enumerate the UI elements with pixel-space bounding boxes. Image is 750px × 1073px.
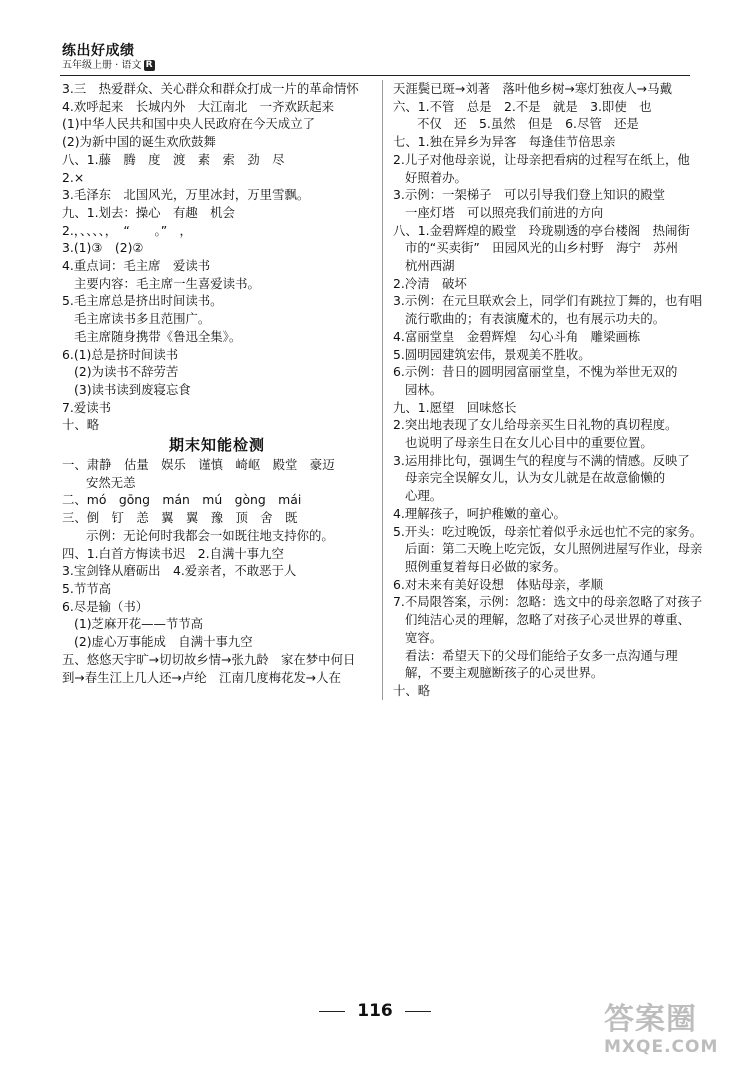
answer-line: 八、1.金碧辉煌的殿堂 玲珑剔透的亭台楼阁 热闹街 [393, 222, 690, 238]
grade-subject: 五年级上册 · 语文 [62, 60, 142, 71]
page-dash-left [319, 1011, 345, 1012]
answer-line: 三、倒 钉 恙 翼 翼 豫 顶 舍 既 [62, 510, 298, 526]
answer-line: 4.重点词：毛主席 爱读书 [62, 258, 211, 274]
answer-line: 2.儿子对他母亲说，让母亲把看病的过程写在纸上，他 [393, 151, 690, 167]
column-divider [382, 80, 383, 700]
answer-line: 6.(1)总是挤时间读书 [62, 346, 179, 362]
answer-line: 安然无恙 [86, 474, 136, 490]
answer-line: 2.× [62, 169, 85, 185]
answer-line: (1)芝麻开花——节节高 [74, 616, 204, 632]
page-dash-right [405, 1011, 431, 1012]
answer-line: 示例：无论何时我都会一如既往地支持你的。 [86, 527, 334, 543]
book-subtitle [62, 59, 155, 72]
answer-line: 7.不局限答案，示例：忽略：选文中的母亲忽略了对孩子 [393, 594, 703, 610]
answer-line: 天涯鬓已斑→刘著 落叶他乡树→寒灯独夜人→马戴 [393, 81, 672, 96]
answer-line: 4.欢呼起来 长城内外 大江南北 一齐欢跃起来 [62, 98, 335, 114]
answer-line: 六、1.不管 总是 2.不是 就是 3.即使 也 [393, 98, 652, 114]
answer-line: 心理。 [405, 488, 443, 504]
answer-line: 市的“买卖街” 田园风光的山乡村野 海宁 苏州 [405, 240, 679, 256]
edition-badge: R [144, 60, 155, 71]
answer-line: 6.尽是输（书） [62, 598, 149, 614]
answers-part-1 [62, 80, 372, 434]
answer-line: 不仅 还 5.虽然 但是 6.尽管 还是 [417, 116, 639, 132]
answer-line: 后面：第二天晚上吃完饭，女儿照例进屋写作业，母亲 [405, 541, 703, 557]
left-column [62, 80, 372, 686]
answer-line: 看法：希望天下的父母们能给子女多一点沟通与理 [405, 647, 678, 663]
right-column [393, 80, 703, 700]
answer-line: 2.突出地表现了女儿给母亲买生日礼物的真切程度。 [393, 417, 678, 433]
watermark-url: MXQE.COM [604, 1037, 719, 1057]
answer-line: 四、1.白首方悔读书迟 2.自满十事九空 [62, 545, 284, 561]
answer-line: 6.对未来有美好设想 体贴母亲，孝顺 [393, 576, 604, 592]
answer-line: 主要内容：毛主席一生喜爱读书。 [74, 275, 260, 291]
section-title: 期末知能检测 [168, 436, 265, 455]
answer-line: 八、1.藤 腾 度 渡 素 索 劲 尽 [62, 151, 285, 167]
answer-line: (1)中华人民共和国中央人民政府在今天成立了 [62, 116, 315, 132]
answer-line: 七、1.独在异乡为异客 每逢佳节倍思亲 [393, 134, 616, 150]
brand-title: 练出好成绩 [62, 43, 135, 59]
answer-line: 5.开头：吃过晚饭，母亲忙着似乎永远也忙不完的家务。 [393, 523, 703, 539]
answer-line: 九、1.愿望 回味悠长 [393, 399, 517, 415]
answer-line: 园林。 [405, 381, 443, 397]
answer-line: 好照着办。 [405, 169, 467, 185]
answer-line: (2)虚心万事能成 自满十事九空 [74, 634, 253, 650]
answer-line: 3.宝剑锋从磨砺出 4.爱亲者，不敢恶于人 [62, 563, 297, 579]
answer-line: 十、略 [393, 682, 431, 698]
answer-line: 照例重复着每日必做的家务。 [405, 558, 567, 574]
watermark-logo: 答案圈 [604, 1002, 697, 1037]
header-rule [60, 75, 690, 76]
answers-part-2 [62, 456, 372, 686]
site-watermark [604, 1003, 734, 1065]
answer-line: 到→春生江上几人还→卢纶 江南几度梅花发→人在 [62, 669, 341, 685]
page-number-text: 116 [357, 1001, 393, 1021]
answer-line: 3.运用排比句，强调生气的程度与不满的情感。反映了 [393, 452, 690, 468]
answer-line: (3)读书读到废寝忘食 [74, 381, 191, 397]
answer-line: 一座灯塔 可以照亮我们前进的方向 [405, 204, 604, 220]
answer-line: 4.富丽堂皇 金碧辉煌 勾心斗角 雕梁画栋 [393, 328, 641, 344]
answer-line: 十、略 [62, 417, 100, 433]
answer-line: 流行歌曲的；有表演魔术的，也有展示功夫的。 [405, 311, 666, 327]
answer-line: 解，不要主观臆断孩子的心灵世界。 [405, 665, 604, 681]
answer-line: 5.节节高 [62, 580, 111, 596]
answer-line: 二、mó gōng mán mú gòng mái [62, 492, 302, 508]
answer-line: 毛主席随身携带《鲁迅全集》。 [74, 328, 242, 344]
answer-line: (2)为读书不辞劳苦 [74, 364, 179, 380]
answer-line: 2.冷清 破坏 [393, 275, 467, 291]
answer-line: 们纯洁心灵的理解，忽略了对孩子心灵世界的尊重、 [405, 612, 690, 628]
answer-line: 宽容。 [405, 629, 443, 645]
answer-line: 3.示例：一架梯子 可以引导我们登上知识的殿堂 [393, 187, 666, 203]
answer-line: 3.示例：在元旦联欢会上，同学们有跳拉丁舞的，也有唱 [393, 293, 703, 309]
answer-line: 7.爱读书 [62, 399, 111, 415]
answer-line: 一、肃静 估量 娱乐 谨慎 崎岖 殿堂 豪迈 [62, 457, 335, 473]
answer-line: (2)为新中国的诞生欢欣鼓舞 [62, 134, 216, 150]
answer-line: 杭州西湖 [405, 258, 455, 274]
answer-line: 九、1.划去：操心 有趣 机会 [62, 204, 235, 220]
answer-line: 3.三 热爱群众、关心群众和群众打成一片的革命情怀 [62, 81, 359, 96]
answer-line: 6.示例：昔日的圆明园富丽堂皇，不愧为举世无双的 [393, 364, 678, 380]
answer-line: 3.(1)③ (2)② [62, 240, 144, 256]
answer-line: 五、悠悠天宇旷→切切故乡情→张九龄 家在梦中何日 [62, 651, 356, 667]
answer-line: 母亲完全误解女儿，认为女儿就是在故意偷懒的 [405, 470, 666, 486]
answer-line: 2.，、、、、， “ 。” ， [62, 222, 192, 238]
answer-line: 3.毛泽东 北国风光，万里冰封，万里雪飘。 [62, 187, 310, 203]
answer-line: 也说明了母亲生日在女儿心目中的重要位置。 [405, 435, 653, 451]
answer-line: 5.圆明园建筑宏伟，景观美不胜收。 [393, 346, 591, 362]
answer-line: 毛主席读书多且范围广。 [74, 311, 211, 327]
answer-line: 4.理解孩子，呵护稚嫩的童心。 [393, 505, 566, 521]
answer-line: 5.毛主席总是挤出时间读书。 [62, 293, 223, 309]
book-header [62, 44, 155, 72]
